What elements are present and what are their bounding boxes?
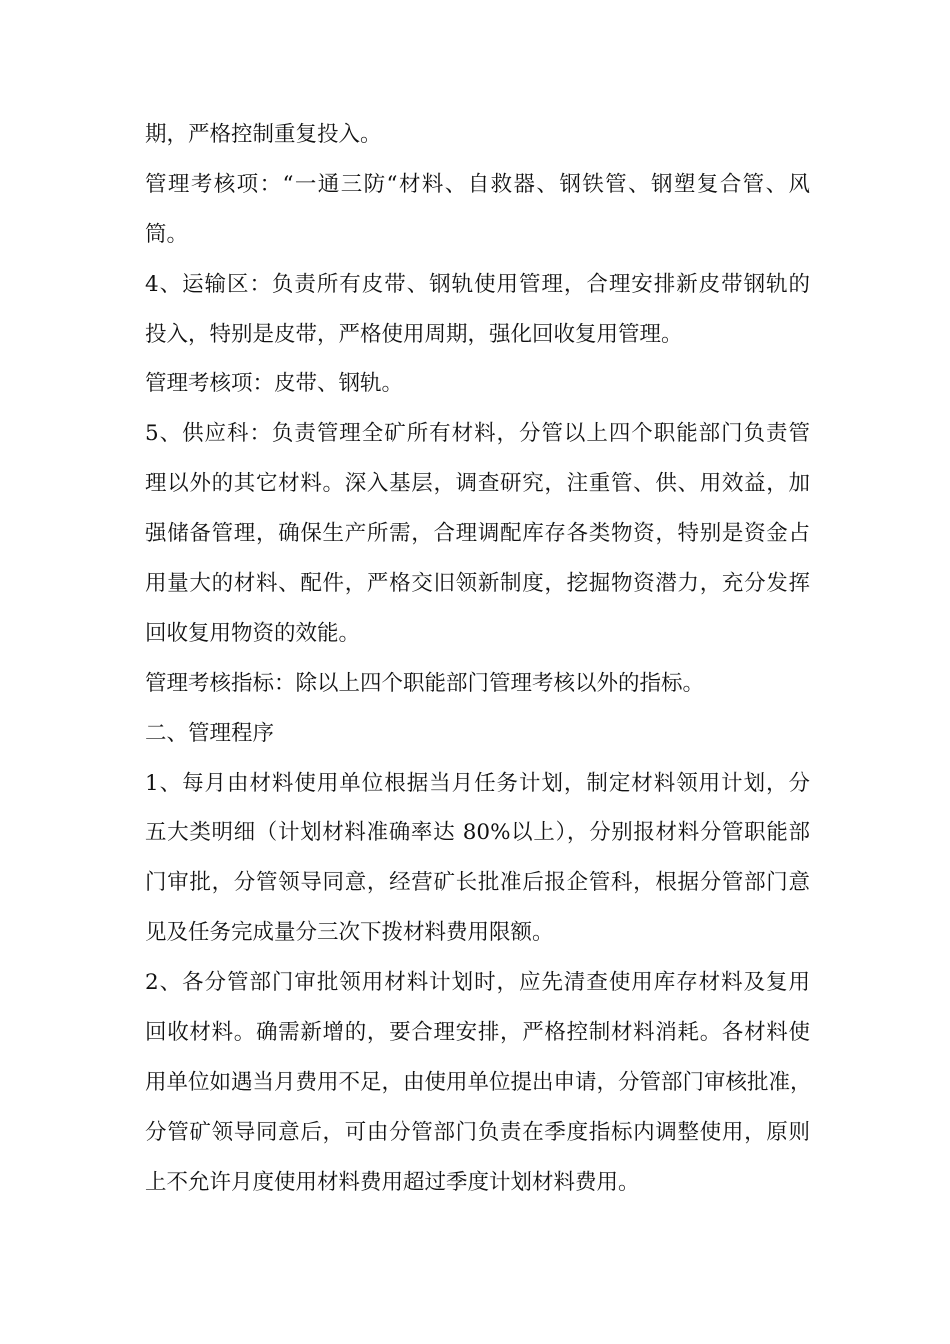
text-line: 回收复用物资的效能。	[145, 620, 361, 646]
text-line: 4、运输区：负责所有皮带、钢轨使用管理，合理安排新皮带钢轨的	[145, 271, 810, 297]
text-line: 分管矿领导同意后，可由分管部门负责在季度指标内调整使用，原则	[145, 1119, 810, 1145]
text-line: 门审批，分管领导同意，经营矿长批准后报企管科，根据分管部门意	[145, 870, 810, 896]
text-line: 用量大的材料、配件，严格交旧领新制度，挖掘物资潜力，充分发挥	[145, 571, 810, 597]
text-line: 1、每月由材料使用单位根据当月任务计划，制定材料领用计划，分	[145, 770, 810, 796]
text-line: 管理考核指标：除以上四个职能部门管理考核以外的指标。	[145, 670, 705, 696]
text-line: 期，严格控制重复投入。	[145, 122, 382, 147]
text-line: 强储备管理，确保生产所需，合理调配库存各类物资，特别是资金占	[145, 521, 810, 547]
text-line: 筒。	[145, 221, 189, 247]
document-body	[145, 110, 810, 1208]
text-line: 理以外的其它材料。深入基层，调查研究，注重管、供、用效益，加	[145, 471, 810, 497]
text-line: 五大类明细（计划材料准确率达 80%以上），分别报材料分管职能部	[145, 820, 810, 846]
text-line: 上不允许月度使用材料费用超过季度计划材料费用。	[145, 1169, 640, 1195]
text-line: 管理考核项：皮带、钢轨。	[145, 371, 404, 397]
text-line: 2、各分管部门审批领用材料计划时，应先清查使用库存材料及复用	[145, 970, 810, 996]
text-line: 见及任务完成量分三次下拨材料费用限额。	[145, 920, 554, 946]
text-line: 回收材料。确需新增的，要合理安排，严格控制材料消耗。各材料使	[145, 1020, 810, 1046]
text-line: 用单位如遇当月费用不足，由使用单位提出申请，分管部门审核批准，	[145, 1069, 812, 1095]
section-heading: 二、管理程序	[145, 720, 275, 746]
text-line: 5、供应科：负责管理全矿所有材料，分管以上四个职能部门负责管	[145, 421, 810, 447]
text-line: 投入，特别是皮带，严格使用周期，强化回收复用管理。	[145, 321, 683, 347]
text-line: 管理考核项：“一通三防“材料、自救器、钢铁管、钢塑复合管、风	[145, 171, 810, 197]
